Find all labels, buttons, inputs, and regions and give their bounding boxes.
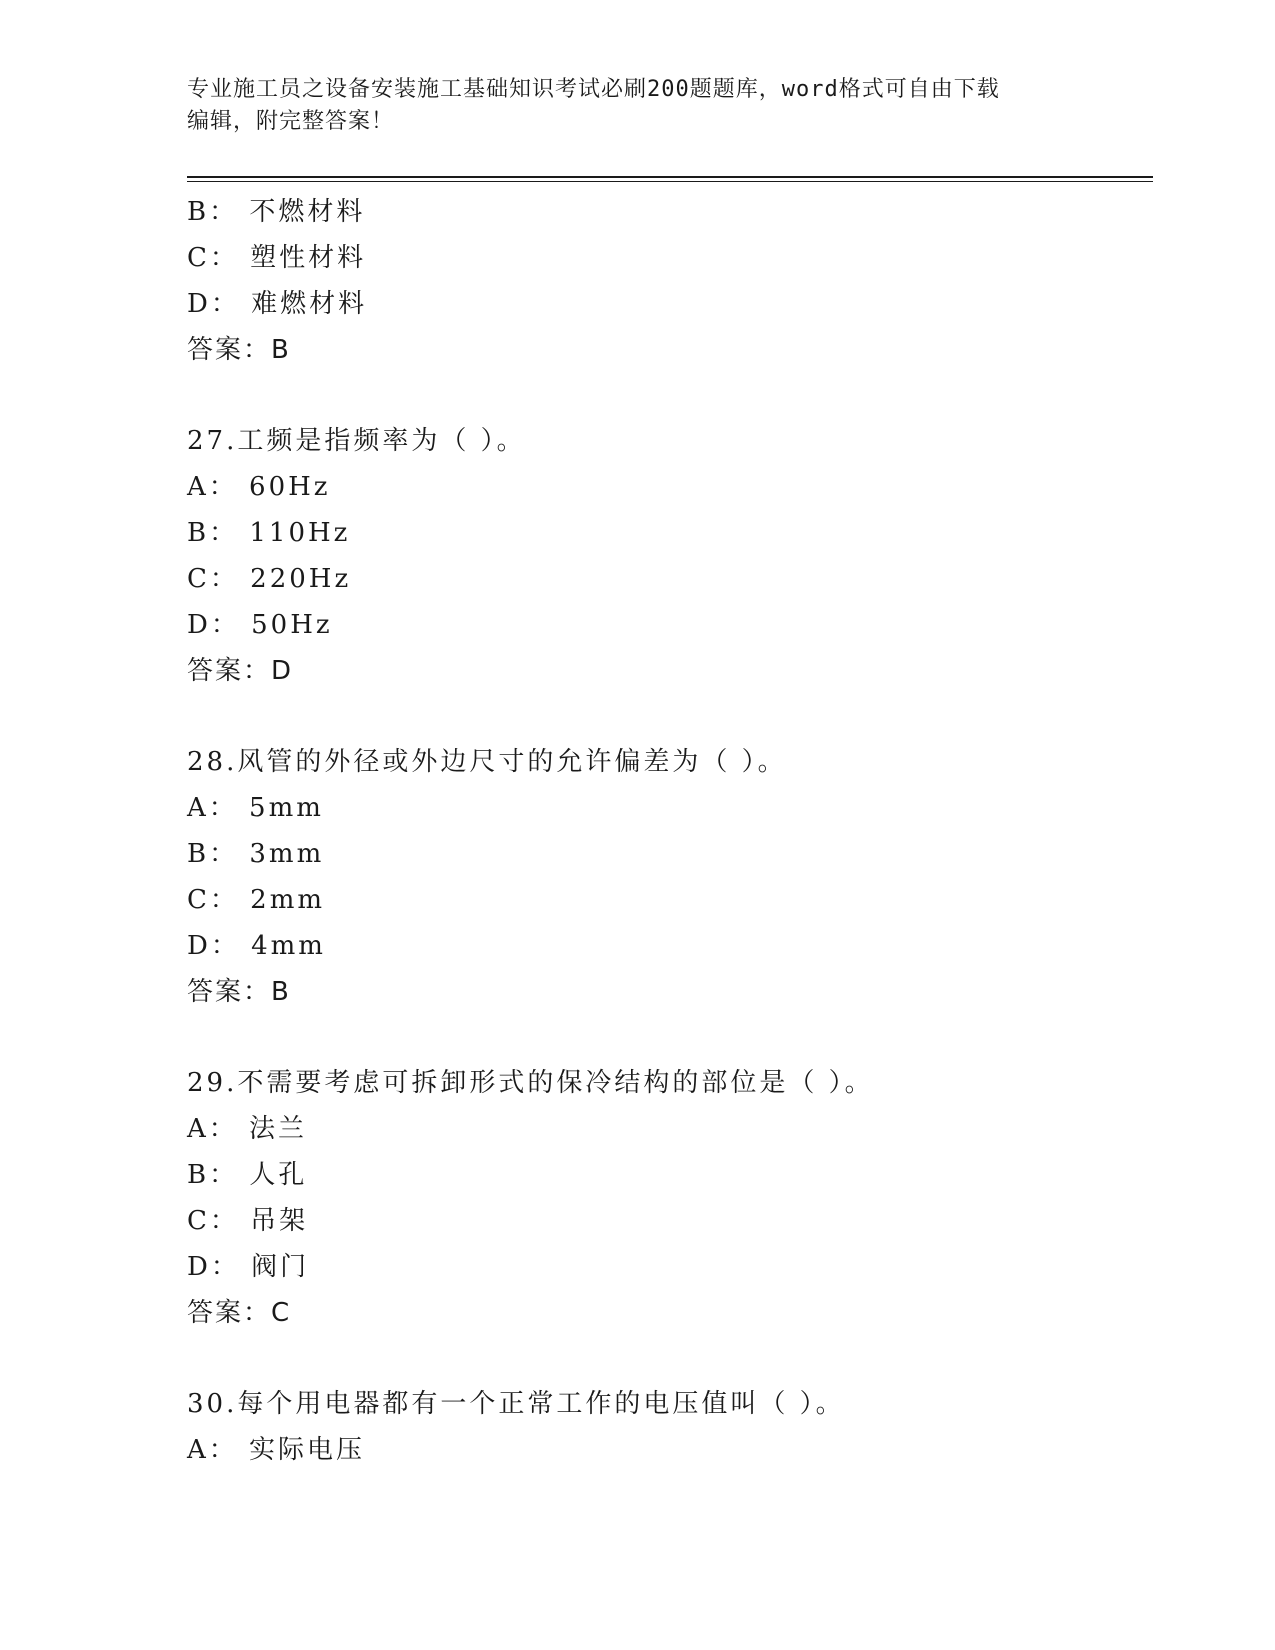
question-block-27 [187,418,1153,694]
answer-line: 答案：C [187,1298,292,1328]
document-header [187,74,1087,138]
option-b: B： 3mm [187,839,325,869]
option-c: C： 塑性材料 [187,243,367,273]
option-a: A： 实际电压 [187,1435,366,1465]
option-a: A： 60Hz [187,472,331,502]
question-stem: 30.每个用电器都有一个正常工作的电压值叫（ ）。 [187,1389,845,1419]
option-c: C： 2mm [187,885,326,915]
option-d: D： 4mm [187,931,326,961]
option-d: D： 50Hz [187,610,333,640]
answer-line: 答案：D [187,656,294,686]
header-divider-thick [187,176,1153,178]
option-d: D： 难燃材料 [187,289,368,319]
question-block-28 [187,739,1153,1015]
header-title-line-1: 专业施工员之设备安装施工基础知识考试必刷200题题库，word格式可自由下载 [187,77,1000,102]
option-b: B： 110Hz [187,518,351,548]
option-b: B： 不燃材料 [187,197,366,227]
question-stem: 27.工频是指频率为（ ）。 [187,426,526,456]
option-b: B： 人孔 [187,1160,308,1190]
answer-line: 答案：B [187,335,291,365]
question-block-carryover [187,189,1153,373]
option-d: D： 阀门 [187,1252,310,1282]
question-stem: 29.不需要考虑可拆卸形式的保冷结构的部位是（ ）。 [187,1068,874,1098]
question-stem: 28.风管的外径或外边尺寸的允许偏差为（ ）。 [187,747,787,777]
option-a: A： 5mm [187,793,324,823]
header-divider-thin [187,181,1153,182]
question-list [187,189,1153,1473]
option-c: C： 220Hz [187,564,352,594]
header-title-line-2: 编辑，附完整答案！ [187,109,395,134]
option-c: C： 吊架 [187,1206,309,1236]
question-block-29 [187,1060,1153,1336]
question-block-30 [187,1381,1153,1473]
option-a: A： 法兰 [187,1114,308,1144]
answer-line: 答案：B [187,977,291,1007]
